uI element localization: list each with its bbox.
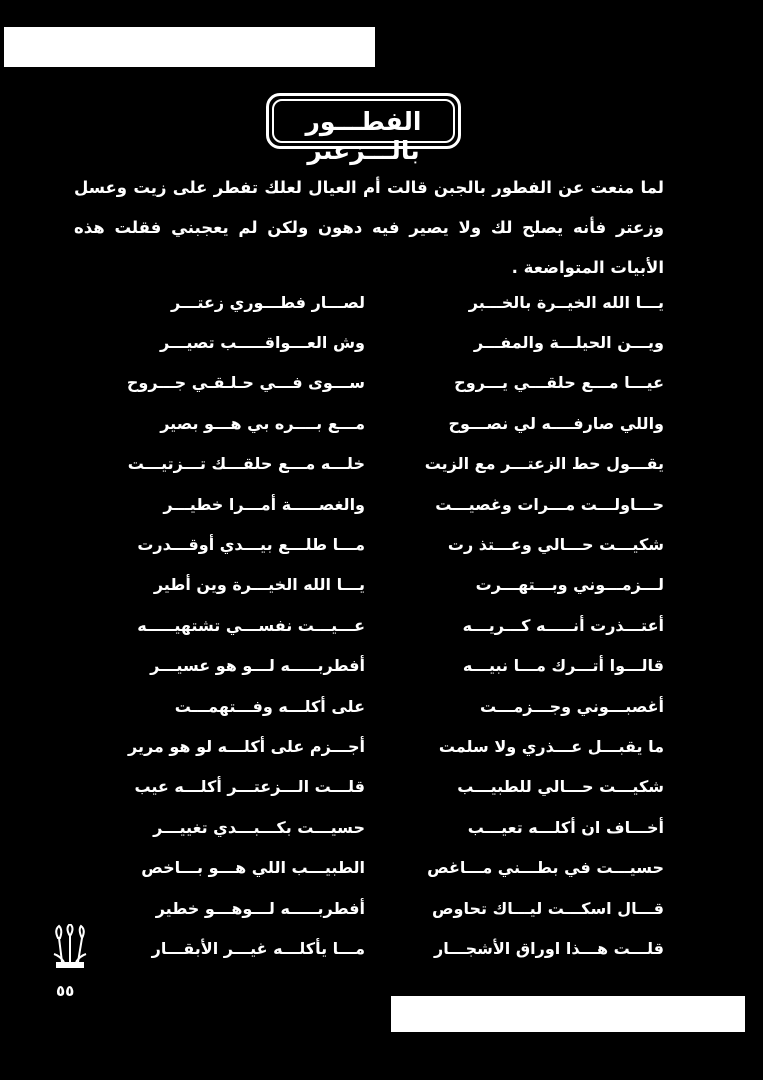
verse-second-half: أفطربـــــه لـــوهـــو خطير [155,898,365,918]
verse-second-half: حسيـــت بكـــبـــدي تغييـــر [153,817,365,837]
verse-second-half: قلـــت الـــزعتـــر أكلـــه عيب [134,777,365,797]
verse-second-half: على أكلـــه وفـــتهمـــت [174,696,365,716]
verse-first-half: يقـــول حط الزعتـــر مع الزيت [424,454,664,474]
verse-first-half: عيـــا مـــع حلقـــي يـــروح [454,373,664,393]
verse-second-half: وش العـــواقـــــب تصيـــر [159,333,365,353]
verse-first-half: أخـــاف ان أكلـــه تعيـــب [467,817,664,837]
redaction-box-top [4,27,375,67]
verse-first-half: قلـــت هـــذا اوراق الأشجـــار [433,938,664,958]
redaction-box-bottom [391,996,745,1032]
verse-second-half: والغصـــــة أمـــرا خطيـــر [163,494,365,514]
verse-row [80,363,664,403]
verse-row [80,807,664,847]
verse-row [80,403,664,443]
verse-row [80,847,664,887]
verse-second-half: الطبيـــب اللي هـــو بـــاخص [141,858,365,878]
verse-first-half: يـــا الله الخيــرة بالخـــبر [468,292,664,312]
page-title: الفطـــور بالـــزعتر [305,107,422,165]
verse-row [80,484,664,524]
verse-first-half: حسيـــت في بطـــني مـــاغص [427,858,664,878]
verse-row [80,605,664,645]
verse-second-half: لصـــار فطـــوري زعتـــر [171,292,365,312]
verse-first-half: ما يقبـــل عـــذري ولا سلمت [438,736,664,756]
verse-first-half: شكيـــت حـــالي وعـــتذ رت [447,535,664,555]
title-frame [266,93,461,165]
verse-second-half: ســـوى فـــي حـلـقـي جـــروح [126,373,365,393]
verse-first-half: قـــال اسكـــت ليـــاك تحاوص [432,898,664,918]
verse-row [80,767,664,807]
verse-second-half: يـــا الله الخيـــرة وين أطير [153,575,365,595]
verse-first-half: حـــاولـــت مـــرات وغصيـــت [435,494,664,514]
page-number: ٥٥ [56,982,75,1000]
verse-second-half: مـــا يأكلـــه غيـــر الأبقـــار [151,938,365,958]
verse-row [80,282,664,322]
verse-first-half: ويـــن الحيلـــة والمفـــر [473,333,664,353]
verse-first-half: أغصبـــوني وجـــزمـــت [480,696,664,716]
verse-first-half: لـــزمـــوني وبـــتهـــرت [475,575,664,595]
verse-row [80,322,664,362]
verse-second-half: مـــع بــــره بي هـــو بصير [160,413,365,433]
verse-row [80,646,664,686]
verse-first-half: أعتـــذرت أنـــــه كـــريـــه [462,615,664,635]
poem [80,282,664,969]
verse-second-half: مـــا طلـــع بيـــدي أوقـــدرت [137,535,365,555]
verse-row [80,686,664,726]
verse-row [80,524,664,564]
verse-second-half: أجـــزم على أكلـــه لو هو مرير [127,736,365,756]
verse-first-half: واللي صارفــــه لي نصـــوح [448,413,664,433]
verse-row [80,928,664,968]
verse-first-half: قالـــوا أتـــرك مـــا نبيـــه [462,656,664,676]
intro-paragraph: لما منعت عن الفطور بالجبن قالت أم العيال لعلك تفطر على زيت وعسل وزعتر فأنه يصلح لك ولا يصير فيه دهون ولكن لم يعجبني فقلت هذه الأبيات المتواضعة . [74,178,664,277]
verse-row [80,726,664,766]
verse-first-half: شكيـــت حـــالي للطبيـــب [457,777,664,797]
verse-row [80,444,664,484]
verse-row [80,565,664,605]
verse-second-half: خلـــه مـــع حلقـــك تـــزتيـــت [127,454,365,474]
flower-icon [50,924,90,976]
verse-second-half: عـــيـــت نفســـي تشتهيـــــه [137,615,365,635]
verse-second-half: أفطربـــــه لـــو هو عسيـــر [150,656,365,676]
verse-row [80,888,664,928]
